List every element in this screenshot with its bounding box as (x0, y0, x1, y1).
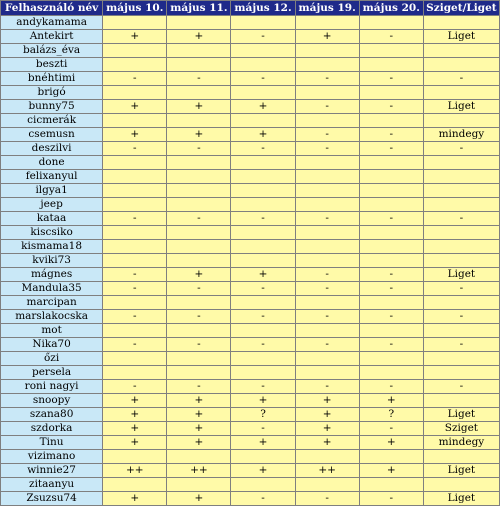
cell-location (423, 394, 499, 408)
cell-may-11 (167, 184, 231, 198)
table-row (1, 282, 500, 296)
cell-location: - (423, 142, 499, 156)
cell-may-10: + (103, 408, 167, 422)
cell-may-11 (167, 114, 231, 128)
cell-may-20: - (359, 72, 423, 86)
cell-may-19: - (295, 100, 359, 114)
cell-username: jeep (1, 198, 103, 212)
cell-may-11: + (167, 128, 231, 142)
cell-location: - (423, 310, 499, 324)
cell-may-10: - (103, 72, 167, 86)
cell-may-19: + (295, 436, 359, 450)
cell-may-11: - (167, 310, 231, 324)
cell-may-11: - (167, 72, 231, 86)
cell-username: done (1, 156, 103, 170)
cell-may-19 (295, 156, 359, 170)
cell-may-20 (359, 296, 423, 310)
header-row (1, 1, 500, 16)
cell-may-19: + (295, 408, 359, 422)
cell-may-20: - (359, 310, 423, 324)
cell-username: snoopy (1, 394, 103, 408)
cell-may-20 (359, 478, 423, 492)
cell-may-11 (167, 86, 231, 100)
cell-may-19: + (295, 422, 359, 436)
header-may-19: május 19. (295, 1, 359, 16)
cell-may-10 (103, 86, 167, 100)
cell-may-10 (103, 366, 167, 380)
table-row (1, 30, 500, 44)
table-row (1, 142, 500, 156)
cell-location (423, 198, 499, 212)
table-row (1, 212, 500, 226)
cell-username: beszti (1, 58, 103, 72)
cell-may-11 (167, 226, 231, 240)
cell-may-19: - (295, 72, 359, 86)
cell-may-20: - (359, 380, 423, 394)
cell-location (423, 86, 499, 100)
cell-username: marcipan (1, 296, 103, 310)
cell-may-10 (103, 114, 167, 128)
table-row (1, 156, 500, 170)
table-row (1, 44, 500, 58)
table-body (1, 16, 500, 506)
cell-may-20 (359, 86, 423, 100)
cell-may-12 (231, 58, 295, 72)
cell-username: Tinu (1, 436, 103, 450)
cell-may-19: - (295, 128, 359, 142)
cell-may-20: - (359, 422, 423, 436)
table-row (1, 296, 500, 310)
cell-may-10: - (103, 282, 167, 296)
cell-may-19: - (295, 380, 359, 394)
table-row (1, 268, 500, 282)
cell-may-12 (231, 240, 295, 254)
table-row (1, 352, 500, 366)
cell-may-11 (167, 352, 231, 366)
cell-may-12 (231, 16, 295, 30)
cell-may-20 (359, 156, 423, 170)
table-row (1, 72, 500, 86)
cell-may-12 (231, 226, 295, 240)
cell-location (423, 296, 499, 310)
cell-may-12 (231, 254, 295, 268)
cell-may-20 (359, 226, 423, 240)
table-row (1, 16, 500, 30)
cell-may-19: - (295, 282, 359, 296)
cell-may-20: - (359, 492, 423, 506)
cell-may-11 (167, 170, 231, 184)
cell-may-10 (103, 450, 167, 464)
cell-may-19 (295, 478, 359, 492)
cell-may-11 (167, 156, 231, 170)
table-header (1, 1, 500, 16)
cell-may-20 (359, 16, 423, 30)
cell-may-19 (295, 352, 359, 366)
cell-may-20: - (359, 338, 423, 352)
cell-location (423, 58, 499, 72)
cell-may-10 (103, 254, 167, 268)
cell-username: mágnes (1, 268, 103, 282)
cell-location: Liget (423, 408, 499, 422)
cell-username: andykamama (1, 16, 103, 30)
table-row (1, 492, 500, 506)
table-row (1, 408, 500, 422)
cell-may-12 (231, 198, 295, 212)
cell-may-11: + (167, 394, 231, 408)
cell-may-11 (167, 478, 231, 492)
cell-location: Liget (423, 464, 499, 478)
cell-may-10: + (103, 30, 167, 44)
cell-may-11: + (167, 436, 231, 450)
cell-may-19: + (295, 30, 359, 44)
cell-may-11 (167, 44, 231, 58)
cell-may-10: + (103, 100, 167, 114)
cell-may-12: - (231, 422, 295, 436)
cell-location: Liget (423, 30, 499, 44)
cell-may-11 (167, 198, 231, 212)
table-row (1, 226, 500, 240)
table-row (1, 380, 500, 394)
cell-may-11: + (167, 268, 231, 282)
header-may-20: május 20. (359, 1, 423, 16)
cell-may-11: - (167, 380, 231, 394)
table-row (1, 394, 500, 408)
cell-may-20 (359, 114, 423, 128)
cell-may-12 (231, 324, 295, 338)
table-row (1, 338, 500, 352)
header-may-12: május 12. (231, 1, 295, 16)
cell-may-20 (359, 170, 423, 184)
table-row (1, 240, 500, 254)
cell-may-12: + (231, 394, 295, 408)
cell-location: mindegy (423, 436, 499, 450)
cell-location: mindegy (423, 128, 499, 142)
cell-may-19: - (295, 492, 359, 506)
table-row (1, 198, 500, 212)
cell-may-19: - (295, 142, 359, 156)
cell-may-19 (295, 296, 359, 310)
cell-may-20 (359, 352, 423, 366)
cell-may-12 (231, 86, 295, 100)
table-row (1, 254, 500, 268)
cell-username: felixanyul (1, 170, 103, 184)
cell-username: winnie27 (1, 464, 103, 478)
cell-location (423, 450, 499, 464)
cell-may-10: - (103, 212, 167, 226)
cell-username: Antekirt (1, 30, 103, 44)
cell-may-12: - (231, 282, 295, 296)
cell-may-20: - (359, 212, 423, 226)
cell-may-19 (295, 450, 359, 464)
cell-may-11 (167, 16, 231, 30)
cell-may-12: - (231, 492, 295, 506)
cell-username: kismama18 (1, 240, 103, 254)
cell-may-20: ? (359, 408, 423, 422)
cell-may-10 (103, 478, 167, 492)
cell-may-10: + (103, 128, 167, 142)
cell-may-12: - (231, 338, 295, 352)
cell-may-20 (359, 240, 423, 254)
cell-may-12: ? (231, 408, 295, 422)
cell-location (423, 170, 499, 184)
cell-username: kiscsiko (1, 226, 103, 240)
cell-may-12: + (231, 100, 295, 114)
cell-may-12: + (231, 464, 295, 478)
cell-may-11 (167, 58, 231, 72)
cell-may-12: - (231, 142, 295, 156)
cell-may-20 (359, 198, 423, 212)
cell-username: csemusn (1, 128, 103, 142)
cell-may-10 (103, 156, 167, 170)
cell-may-10: + (103, 492, 167, 506)
cell-may-10 (103, 226, 167, 240)
cell-may-11: - (167, 212, 231, 226)
cell-may-20: + (359, 464, 423, 478)
cell-may-19 (295, 240, 359, 254)
cell-may-19 (295, 324, 359, 338)
cell-username: persela (1, 366, 103, 380)
cell-username: szana80 (1, 408, 103, 422)
cell-may-19 (295, 58, 359, 72)
cell-username: őzi (1, 352, 103, 366)
cell-may-10: - (103, 268, 167, 282)
table-row (1, 100, 500, 114)
cell-may-19: - (295, 338, 359, 352)
cell-username: Nika70 (1, 338, 103, 352)
cell-may-10: - (103, 310, 167, 324)
cell-location: Sziget (423, 422, 499, 436)
cell-may-20: - (359, 268, 423, 282)
cell-may-12 (231, 170, 295, 184)
cell-may-10 (103, 16, 167, 30)
table-row (1, 478, 500, 492)
cell-username: Zsuzsu74 (1, 492, 103, 506)
cell-username: roni nagyi (1, 380, 103, 394)
cell-may-20: - (359, 142, 423, 156)
cell-may-19 (295, 114, 359, 128)
cell-location: - (423, 380, 499, 394)
cell-may-11: + (167, 30, 231, 44)
table-row (1, 170, 500, 184)
cell-username: kataa (1, 212, 103, 226)
cell-may-20 (359, 44, 423, 58)
cell-username: vizimano (1, 450, 103, 464)
cell-may-20 (359, 324, 423, 338)
cell-may-11: + (167, 408, 231, 422)
cell-location: - (423, 338, 499, 352)
cell-may-20: - (359, 100, 423, 114)
cell-location: - (423, 212, 499, 226)
cell-may-19: ++ (295, 464, 359, 478)
cell-may-12 (231, 352, 295, 366)
cell-may-10 (103, 240, 167, 254)
cell-may-20: - (359, 30, 423, 44)
cell-may-12 (231, 478, 295, 492)
cell-may-11: + (167, 100, 231, 114)
cell-may-10 (103, 170, 167, 184)
cell-may-10 (103, 58, 167, 72)
cell-may-12: - (231, 30, 295, 44)
cell-may-12 (231, 114, 295, 128)
cell-may-10 (103, 198, 167, 212)
cell-location (423, 478, 499, 492)
cell-may-20: + (359, 436, 423, 450)
cell-username: zitaanyu (1, 478, 103, 492)
cell-location (423, 44, 499, 58)
table-row (1, 436, 500, 450)
cell-may-12: + (231, 436, 295, 450)
header-username: Felhasználó név (1, 1, 103, 16)
cell-username: kviki73 (1, 254, 103, 268)
cell-location (423, 184, 499, 198)
cell-may-19: - (295, 310, 359, 324)
cell-may-11 (167, 296, 231, 310)
table-row (1, 464, 500, 478)
cell-location: Liget (423, 100, 499, 114)
cell-may-19 (295, 254, 359, 268)
cell-may-12: + (231, 268, 295, 282)
cell-username: brigó (1, 86, 103, 100)
cell-may-11: ++ (167, 464, 231, 478)
cell-username: mot (1, 324, 103, 338)
cell-may-10 (103, 324, 167, 338)
cell-location: - (423, 282, 499, 296)
cell-location (423, 16, 499, 30)
cell-may-12: - (231, 380, 295, 394)
cell-location: - (423, 72, 499, 86)
table-row (1, 450, 500, 464)
cell-location (423, 352, 499, 366)
cell-may-10: ++ (103, 464, 167, 478)
cell-location: Liget (423, 492, 499, 506)
cell-may-12 (231, 296, 295, 310)
table-row (1, 310, 500, 324)
cell-may-10: - (103, 142, 167, 156)
cell-may-12: - (231, 72, 295, 86)
cell-may-20 (359, 184, 423, 198)
cell-location (423, 114, 499, 128)
cell-may-19: - (295, 268, 359, 282)
cell-may-11 (167, 324, 231, 338)
table-row (1, 86, 500, 100)
cell-may-19 (295, 170, 359, 184)
cell-may-11 (167, 450, 231, 464)
cell-may-20 (359, 58, 423, 72)
header-may-11: május 11. (167, 1, 231, 16)
table-row (1, 422, 500, 436)
cell-username: marslakocska (1, 310, 103, 324)
cell-may-12 (231, 450, 295, 464)
cell-may-19 (295, 366, 359, 380)
cell-may-12 (231, 184, 295, 198)
cell-may-12 (231, 156, 295, 170)
cell-username: bnéhtimi (1, 72, 103, 86)
cell-may-12: + (231, 128, 295, 142)
cell-username: cicmerák (1, 114, 103, 128)
cell-may-19: - (295, 212, 359, 226)
cell-may-11: - (167, 142, 231, 156)
cell-location (423, 240, 499, 254)
table-row (1, 184, 500, 198)
cell-location (423, 156, 499, 170)
cell-may-12: - (231, 212, 295, 226)
cell-may-19 (295, 226, 359, 240)
cell-username: balázs_éva (1, 44, 103, 58)
cell-username: deszilvi (1, 142, 103, 156)
cell-may-11 (167, 240, 231, 254)
cell-may-11 (167, 366, 231, 380)
cell-may-12 (231, 366, 295, 380)
cell-may-20 (359, 254, 423, 268)
cell-may-12: - (231, 310, 295, 324)
cell-may-10: - (103, 380, 167, 394)
cell-may-10: + (103, 394, 167, 408)
cell-may-20: + (359, 394, 423, 408)
cell-may-10 (103, 352, 167, 366)
cell-may-20: - (359, 282, 423, 296)
cell-may-20 (359, 366, 423, 380)
cell-may-10: - (103, 338, 167, 352)
cell-may-20 (359, 450, 423, 464)
cell-may-19 (295, 16, 359, 30)
table-row (1, 58, 500, 72)
cell-username: ilgya1 (1, 184, 103, 198)
cell-may-10: + (103, 422, 167, 436)
cell-may-19 (295, 198, 359, 212)
cell-may-10 (103, 296, 167, 310)
cell-may-11: - (167, 338, 231, 352)
cell-may-10 (103, 44, 167, 58)
cell-location (423, 226, 499, 240)
cell-may-11: + (167, 422, 231, 436)
cell-location (423, 366, 499, 380)
table-row (1, 324, 500, 338)
cell-username: Mandula35 (1, 282, 103, 296)
table-row (1, 366, 500, 380)
cell-may-11: + (167, 492, 231, 506)
cell-username: bunny75 (1, 100, 103, 114)
cell-may-19 (295, 86, 359, 100)
cell-may-19 (295, 44, 359, 58)
cell-may-20: - (359, 128, 423, 142)
cell-location (423, 324, 499, 338)
cell-username: szdorka (1, 422, 103, 436)
header-location: Sziget/Liget (423, 1, 499, 16)
cell-may-19 (295, 184, 359, 198)
cell-may-11 (167, 254, 231, 268)
cell-location (423, 254, 499, 268)
cell-may-12 (231, 44, 295, 58)
table-row (1, 128, 500, 142)
header-may-10: május 10. (103, 1, 167, 16)
cell-may-10 (103, 184, 167, 198)
cell-location: Liget (423, 268, 499, 282)
cell-may-11: - (167, 282, 231, 296)
cell-may-10: + (103, 436, 167, 450)
table-row (1, 114, 500, 128)
cell-may-19: + (295, 394, 359, 408)
